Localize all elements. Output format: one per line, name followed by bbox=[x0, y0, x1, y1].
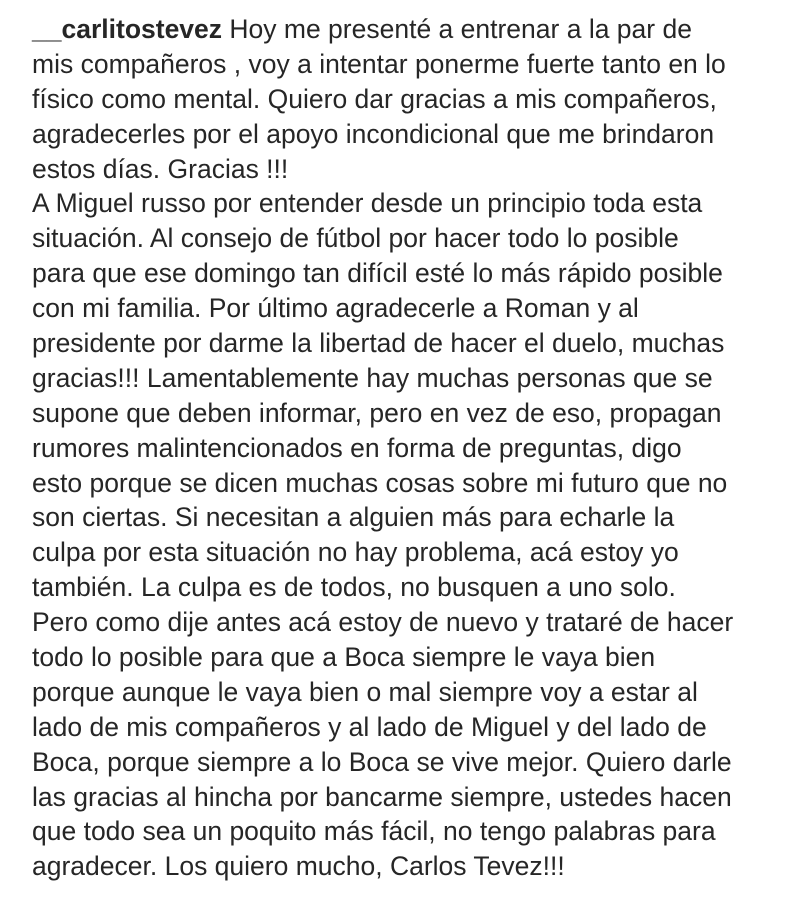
post-caption bbox=[32, 12, 802, 884]
caption-line: esto porque se dicen muchas cosas sobre mi futuro que no bbox=[32, 467, 728, 498]
caption-line: Pero como dije antes acá estoy de nuevo y trataré de hacer bbox=[32, 607, 734, 638]
caption-line: culpa por esta situación no hay problema, acá estoy yo bbox=[32, 537, 679, 568]
caption-line: agradecerles por el apoyo incondicional que me brindaron bbox=[32, 118, 715, 149]
caption-line: estos días. Gracias !!! bbox=[32, 153, 289, 184]
caption-line: rumores malintencionados en forma de preguntas, digo bbox=[32, 432, 682, 463]
caption-line: lado de mis compañeros y al lado de Miguel y del lado de bbox=[32, 711, 707, 742]
username-link[interactable]: __carlitostevez bbox=[32, 14, 223, 44]
caption-line: mis compañeros , voy a intentar ponerme fuerte tanto en lo bbox=[32, 48, 726, 79]
caption-line: Boca, porque siempre a lo Boca se vive mejor. Quiero darle bbox=[32, 746, 732, 777]
caption-line: también. La culpa es de todos, no busquen a uno solo. bbox=[32, 572, 676, 603]
caption-line: agradecer. Los quiero mucho, Carlos Tevez!!! bbox=[32, 851, 565, 882]
caption-line: A Miguel russo por entender desde un principio toda esta bbox=[32, 188, 703, 219]
caption-text: Hoy me presenté a entrenar a la par de bbox=[222, 14, 692, 44]
caption-line: presidente por darme la libertad de hacer el duelo, muchas bbox=[32, 328, 725, 359]
caption-line: que todo sea un poquito más fácil, no tengo palabras para bbox=[32, 816, 716, 847]
caption-line bbox=[32, 12, 802, 47]
caption-line: para que ese domingo tan difícil esté lo más rápido posible bbox=[32, 258, 723, 289]
caption-line: las gracias al hincha por bancarme siempre, ustedes hacen bbox=[32, 781, 732, 812]
caption-line: porque aunque le vaya bien o mal siempre voy a estar al bbox=[32, 676, 698, 707]
caption-line: gracias!!! Lamentablemente hay muchas personas que se bbox=[32, 362, 713, 393]
caption-line: físico como mental. Quiero dar gracias a mis compañeros, bbox=[32, 83, 717, 114]
caption-line: todo lo posible para que a Boca siempre le vaya bien bbox=[32, 642, 656, 673]
caption-line: son ciertas. Si necesitan a alguien más para echarle la bbox=[32, 502, 675, 533]
caption-line: con mi familia. Por último agradecerle a Roman y al bbox=[32, 293, 639, 324]
caption-line: situación. Al consejo de fútbol por hacer todo lo posible bbox=[32, 223, 679, 254]
caption-line: supone que deben informar, pero en vez de eso, propagan bbox=[32, 397, 722, 428]
